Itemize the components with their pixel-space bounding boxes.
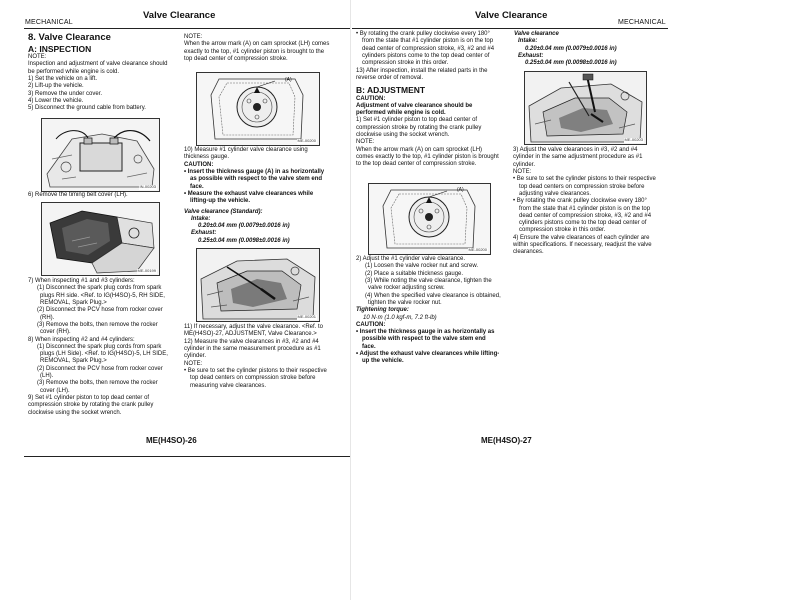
note-label: NOTE: [184,360,203,367]
note-text: When the arrow mark (A) on cam sprocket (LH) comes exactly to the top, #1 cylinder piston is brought to the top dead center of compression stroke. [356,146,499,168]
left-page-number: ME(H4SO)-26 [146,436,197,445]
tightening-torque-label: Tightening torque: [356,307,409,314]
right-header-title: Valve Clearance [475,10,548,21]
left-header-rule [24,28,350,29]
note-label: NOTE: [513,168,532,175]
figure-code: ME-00200 [468,247,487,253]
cam-sprocket-illustration [197,73,319,145]
caution-item-2: • Adjust the exhaust valve clearances while lifting-up the vehicle. [356,351,500,365]
step-1: 1) Set #1 cylinder piston to top dead center of compression stroke by rotating the crank pulley clockwise using the socket wrench. [356,117,482,139]
exhaust-value: 0.25±0.04 mm (0.0098±0.0016 in) [198,237,290,244]
left-column-2-middle [184,147,331,245]
note-item: • Be sure to set the cylinder pistons to their respective top dead centers on compression stroke before measuring valve clearances. [184,367,327,389]
caution-item-1: • Insert the thickness gauge in as horizontally as possible with respect to the valve stem end face. [356,329,495,350]
subsection-adjustment: B: ADJUSTMENT [356,85,426,96]
note-item-2: • By rotating the crank pulley clockwise every 180° from the state that #1 cylinder piston is on the top dead center of compression stroke, #3, #2 and #4 cylinders pistons come to the top dead center of compression stroke in this order. [513,198,652,234]
valve-clearance-standard-label: Valve clearance (Standard): [184,208,263,215]
step-12: 12) Measure the valve clearances in #3, #2 and #4 cylinder in the same measurement procedure as #1 cylinder. [184,338,321,360]
intake-value: 0.20±0.04 mm (0.0079±0.0016 in) [198,223,290,230]
step-8-3: (3) Remove the bolts, then remove the rocker cover (LH). [37,380,158,394]
figure-code: ME-00200 [297,138,316,144]
figure-code: ME-00203 [624,137,643,143]
figure-cam-sprocket-adjust [368,183,491,255]
valve-adjustment-illustration [525,72,646,144]
note-label: NOTE: [28,53,47,60]
left-column-2-bottom [184,324,331,390]
tightening-torque-value: 10 N·m (1.0 kgf-m, 7.2 ft-lb) [363,314,437,321]
step-2-3: (3) While noting the valve clearance, tighten the valve rocker adjusting screw. [365,277,492,292]
figure-code: ME-00199 [137,268,156,274]
exhaust-label: Exhaust: [518,52,544,59]
left-column-2-top [184,34,331,63]
caution-item-2: • Measure the exhaust valve clearances while lifting-up the vehicle. [184,190,314,205]
page-gutter [350,0,351,600]
intake-label: Intake: [191,215,211,222]
note-label: NOTE: [356,139,375,146]
caution-item-1: • Insert the thickness gauge (A) in as horizontally as possible with respect to the valve stem end face. [184,168,325,190]
right-column-1-top [356,31,501,169]
figure-code: ME-00201 [297,314,316,320]
step-7: 7) When inspecting #1 and #3 cylinders: [28,278,135,284]
left-column-1 [28,32,174,112]
section-title: 8. Valve Clearance [28,32,111,43]
left-column-1-step6 [28,192,174,199]
step-7-2: (2) Disconnect the PCV hose from rocker cover (RH). [37,307,163,321]
step-6: 6) Remove the timing belt cover (LH). [28,192,128,198]
step-11: 11) If necessary, adjust the valve clearance. <Ref. to ME(H4SO)-27, ADJUSTMENT, Valve Clearance.> [184,324,324,338]
step-2: 2) Lift-up the vehicle. [28,83,84,90]
thickness-gauge-illustration [197,249,319,321]
note-item-1: • Be sure to set the cylinder pistons to their respective top dead centers on compression stroke before adjusting valve clearances. [513,176,656,197]
valve-clearance-label: Valve clearance [514,31,559,37]
step-7-3: (3) Remove the bolts, then remove the rocker cover (RH). [37,321,158,336]
caution-label: CAUTION: [356,321,386,328]
intake-label: Intake: [518,38,538,45]
caution-label: CAUTION: [184,161,214,168]
step-9: 9) Set #1 cylinder piston to top dead center of compression stroke by rotating the crank pulley clockwise using the socket wrench. [28,395,154,416]
step-7-1: (1) Disconnect the spark plug cords from spark plugs RH side. <Ref. to IG(H4SO)-5, RH SIDE, REMOVAL, Spark Plug.> [37,285,165,306]
step-8: 8) When inspecting #2 and #4 cylinders: [28,336,135,343]
figure-callout-a: (A) [457,187,464,193]
note-label: NOTE: [184,34,203,40]
timing-belt-cover-illustration [42,203,159,275]
exhaust-value: 0.25±0.04 mm (0.0098±0.0016 in) [525,60,617,67]
step-4: 4) Lower the vehicle. [28,97,84,104]
step-8-1: (1) Disconnect the spark plug cords from spark plugs (LH Side). <Ref. to IG(H4SO)-5, LH SIDE, REMOVAL, Spark Plug.> [37,343,168,365]
crank-pulley-bullet: • By rotating the crank pulley clockwise every 180° from the state that #1 cylinder piston is on the top dead center of compression stroke, #3, #2 and #4 cylinders pistons come to the top dead center of compression stroke in this order. [356,31,495,67]
figure-cam-sprocket [196,72,320,146]
step-4: 4) Ensure the valve clearances of each cylinder are within specifications. If necessary, readjust the valve clearances. [513,234,652,256]
figure-battery-ground-cable [41,118,160,192]
left-header-section: MECHANICAL [25,19,73,26]
left-header-title: Valve Clearance [143,10,216,21]
left-footer-rule [24,456,350,457]
right-column-2-bottom [513,147,658,257]
note-text: When the arrow mark (A) on cam sprocket (LH) comes exactly to the top, #1 cylinder piston is brought to the top dead center of compression stroke. [184,41,330,62]
step-2-1: (1) Loosen the valve rocker nut and screw. [365,263,479,270]
step-13: 13) After inspection, install the related parts in the reverse order of removal. [356,67,488,81]
right-page-number: ME(H4SO)-27 [481,436,532,445]
note-text: Inspection and adjustment of valve clearance should be performed while engine is cold. [28,61,168,75]
subsection-inspection: A: INSPECTION [28,43,92,54]
step-8-2: (2) Disconnect the PCV hose from rocker cover (LH). [37,365,163,380]
right-header-section: MECHANICAL [618,19,666,26]
exhaust-label: Exhaust: [191,230,217,237]
figure-timing-belt-cover [41,202,160,276]
step-5: 5) Disconnect the ground cable from battery. [28,105,146,112]
battery-illustration [42,119,159,191]
right-header-rule [352,28,668,29]
step-3: 3) Remove the under cover. [28,90,103,97]
step-2-2: (2) Place a suitable thickness gauge. [365,270,464,277]
figure-code: IN-00203 [139,184,156,190]
figure-valve-adjustment [524,71,647,145]
step-2-4: (4) When the specified valve clearance is obtained, tighten the valve rocker nut. [365,292,501,306]
step-10: 10) Measure #1 cylinder valve clearance using thickness gauge. [184,147,308,161]
step-1: 1) Set the vehicle on a lift. [28,75,98,82]
step-2: 2) Adjust the #1 cylinder valve clearance. [356,256,466,262]
intake-value: 0.20±0.04 mm (0.0079±0.0016 in) [525,45,617,52]
left-column-1-lower [28,278,174,417]
right-column-2-top [511,31,656,68]
right-column-1-bottom [356,256,501,366]
figure-callout-a: (A) [285,77,292,83]
caution-label: CAUTION: [356,95,386,102]
figure-thickness-gauge [196,248,320,322]
cam-sprocket-illustration [369,184,490,254]
step-3: 3) Adjust the valve clearances in #3, #2 and #4 cylinder in the same adjustment procedure as #1 cylinder. [513,147,643,168]
caution-text: Adjustment of valve clearance should be performed while engine is cold. [356,102,473,117]
